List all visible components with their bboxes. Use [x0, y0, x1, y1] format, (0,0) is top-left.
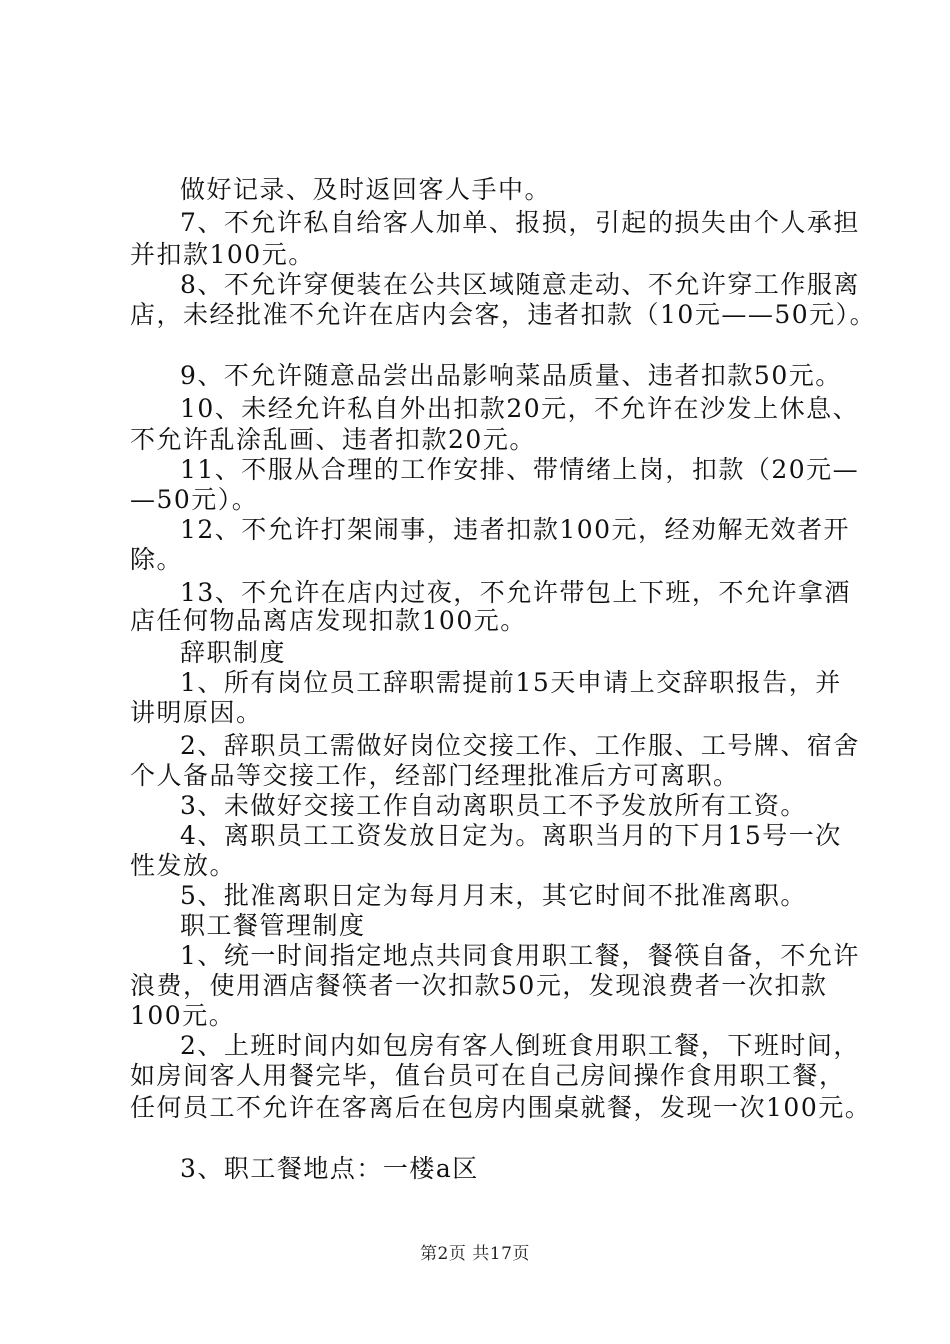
text-line: 3、职工餐地点：一楼a区 — [180, 1154, 479, 1183]
text-line: 性发放。 — [130, 851, 237, 880]
text-line: 8、不允许穿便装在公共区域随意走动、不允许穿工作服离 — [180, 270, 860, 299]
text-line: 12、不允许打架闹事，违者扣款100元，经劝解无效者开 — [180, 515, 851, 544]
text-line: 5、批准离职日定为每月月末，其它时间不批准离职。 — [180, 881, 807, 910]
text-line: 任何员工不允许在客离后在包房内围桌就餐，发现一次100元。 — [130, 1093, 872, 1122]
text-line: 如房间客人用餐完毕，值台员可在自己房间操作食用职工餐， — [130, 1061, 846, 1090]
text-line: 9、不允许随意品尝出品影响菜品质量、违者扣款50元。 — [180, 361, 842, 390]
text-line: 做好记录、及时返回客人手中。 — [180, 175, 552, 204]
text-line: 4、离职员工工资发放日定为。离职当月的下月15号一次 — [180, 821, 842, 850]
section-heading: 职工餐管理制度 — [180, 911, 366, 940]
text-line: 并扣款100元。 — [130, 240, 315, 269]
text-line: 个人备品等交接工作，经部门经理批准后方可离职。 — [130, 761, 740, 790]
section-heading: 辞职制度 — [180, 638, 287, 667]
text-line: 店任何物品离店发现扣款100元。 — [130, 606, 527, 635]
text-line: 100元。 — [130, 1001, 236, 1030]
text-line: 7、不允许私自给客人加单、报损，引起的损失由个人承担 — [180, 208, 860, 237]
text-line: 3、未做好交接工作自动离职员工不予发放所有工资。 — [180, 791, 807, 820]
text-line: 13、不允许在店内过夜，不允许带包上下班，不允许拿酒 — [180, 578, 851, 607]
text-line: 讲明原因。 — [130, 698, 263, 727]
text-line: 2、上班时间内如包房有客人倒班食用职工餐，下班时间， — [180, 1031, 860, 1060]
text-line: 2、辞职员工需做好岗位交接工作、工作服、工号牌、宿舍 — [180, 731, 860, 760]
text-line: 除。 — [130, 545, 184, 574]
text-line: —50元）。 — [130, 485, 259, 514]
text-line: 1、统一时间指定地点共同食用职工餐，餐筷自备，不允许 — [180, 941, 860, 970]
text-line: 1、所有岗位员工辞职需提前15天申请上交辞职报告，并 — [180, 668, 842, 697]
text-line: 11、不服从合理的工作安排、带情绪上岗，扣款（20元— — [180, 455, 860, 484]
text-line: 10、未经允许私自外出扣款20元，不允许在沙发上休息、 — [180, 394, 860, 423]
text-line: 不允许乱涂乱画、违者扣款20元。 — [130, 425, 536, 454]
page-number-footer: 第2页 共17页 — [420, 1244, 530, 1264]
text-line: 店，未经批准不允许在店内会客，违者扣款（10元——50元）。 — [130, 300, 877, 329]
text-line: 浪费，使用酒店餐筷者一次扣款50元，发现浪费者一次扣款 — [130, 971, 828, 1000]
